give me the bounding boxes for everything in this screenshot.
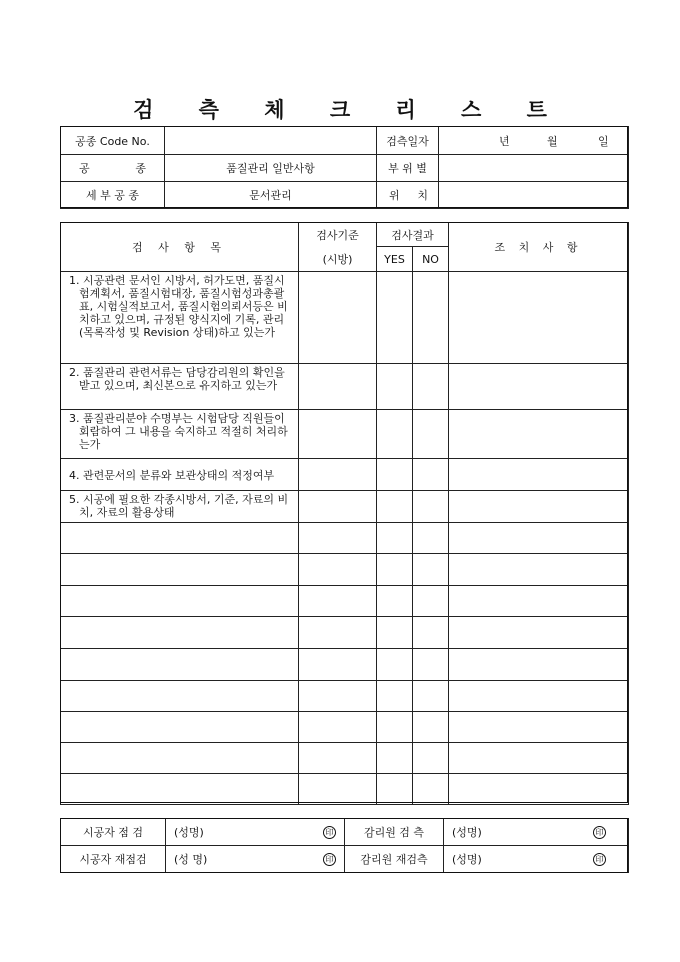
location-label: 위 치 xyxy=(377,182,439,209)
table-row xyxy=(61,410,629,459)
empty-row xyxy=(61,681,629,712)
signature-table xyxy=(60,818,629,873)
code-label: 공종 Code No. xyxy=(61,127,165,155)
check-item-2: 2. 품질관리 관련서류는 담당감리원의 확인을 받고 있으며, 최신본으로 유지하고 있는가 xyxy=(61,364,299,410)
yes-cell[interactable] xyxy=(377,364,413,410)
code-value xyxy=(165,127,377,155)
header-no: NO xyxy=(413,247,449,272)
yes-cell[interactable] xyxy=(377,459,413,491)
month-label: 월 xyxy=(547,135,558,148)
contractor-reinspection-label: 시공자 재점검 xyxy=(61,846,166,873)
info-table xyxy=(60,126,629,209)
empty-row xyxy=(61,586,629,617)
contractor-reinspection-name[interactable]: (성 명) 印 xyxy=(166,846,345,873)
contractor-inspection-name[interactable]: (성명) 印 xyxy=(166,819,345,846)
trade-value: 품질관리 일반사항 xyxy=(165,155,377,182)
seal-icon: 印 xyxy=(593,826,606,839)
supervisor-reinspection-label: 감리원 재검측 xyxy=(345,846,444,873)
contractor-inspection-label: 시공자 점 검 xyxy=(61,819,166,846)
table-row xyxy=(61,491,629,523)
header-action: 조 치 사 항 xyxy=(449,223,629,272)
section-value xyxy=(439,155,629,182)
no-cell[interactable] xyxy=(413,491,449,523)
empty-row xyxy=(61,712,629,743)
supervisor-reinspection-name[interactable]: (성명) 印 xyxy=(444,846,629,873)
supervisor-inspection-name[interactable]: (성명) 印 xyxy=(444,819,629,846)
inspection-date-label: 검측일자 xyxy=(377,127,439,155)
no-cell[interactable] xyxy=(413,364,449,410)
header-inspection-item: 검 사 항 목 xyxy=(61,223,299,272)
header-yes: YES xyxy=(377,247,413,272)
empty-row xyxy=(61,554,629,586)
header-inspection-result: 검사결과 xyxy=(377,223,449,247)
no-cell[interactable] xyxy=(413,410,449,459)
empty-row xyxy=(61,617,629,649)
day-label: 일 xyxy=(598,135,609,148)
seal-icon: 印 xyxy=(323,826,336,839)
yes-cell[interactable] xyxy=(377,491,413,523)
yes-cell[interactable] xyxy=(377,410,413,459)
location-value xyxy=(439,182,629,209)
empty-row xyxy=(61,649,629,681)
table-row xyxy=(61,364,629,410)
check-item-1: 1. 시공관련 문서인 시방서, 허가도면, 품질시험계획서, 품질시험대장, 품질시험성과총괄표, 시험실적보고서, 품질시험의뢰서등은 비치하고 있으며, 규정된 양식지에 기록, 관리(목록작성 및 Revision 상태)하고 있는가 xyxy=(61,272,299,364)
yes-cell[interactable] xyxy=(377,272,413,364)
seal-icon: 印 xyxy=(323,853,336,866)
section-label: 부 위 별 xyxy=(377,155,439,182)
check-item-3: 3. 품질관리분야 수명부는 시험담당 직원들이 회람하여 그 내용을 숙지하고 적절히 처리하는가 xyxy=(61,410,299,459)
document-title: 검 측 체 크 리 스 트 xyxy=(133,97,566,122)
detail-trade-label: 세 부 공 종 xyxy=(61,182,165,209)
supervisor-inspection-label: 감리원 검 측 xyxy=(345,819,444,846)
seal-icon: 印 xyxy=(593,853,606,866)
no-cell[interactable] xyxy=(413,459,449,491)
table-row xyxy=(61,272,629,364)
header-inspection-basis: 검사기준 (시방) xyxy=(299,223,377,272)
table-row xyxy=(61,459,629,491)
check-item-4: 4. 관련문서의 분류와 보관상태의 적정여부 xyxy=(61,459,299,491)
empty-row xyxy=(61,774,629,805)
empty-row xyxy=(61,743,629,774)
empty-row xyxy=(61,523,629,554)
check-item-5: 5. 시공에 필요한 각종시방서, 기준, 자료의 비치, 자료의 활용상태 xyxy=(61,491,299,523)
trade-label: 공 종 xyxy=(61,155,165,182)
inspection-date-value xyxy=(439,127,629,155)
no-cell[interactable] xyxy=(413,272,449,364)
detail-trade-value: 문서관리 xyxy=(165,182,377,209)
year-label: 년 xyxy=(499,135,510,148)
checklist-table xyxy=(60,222,629,805)
